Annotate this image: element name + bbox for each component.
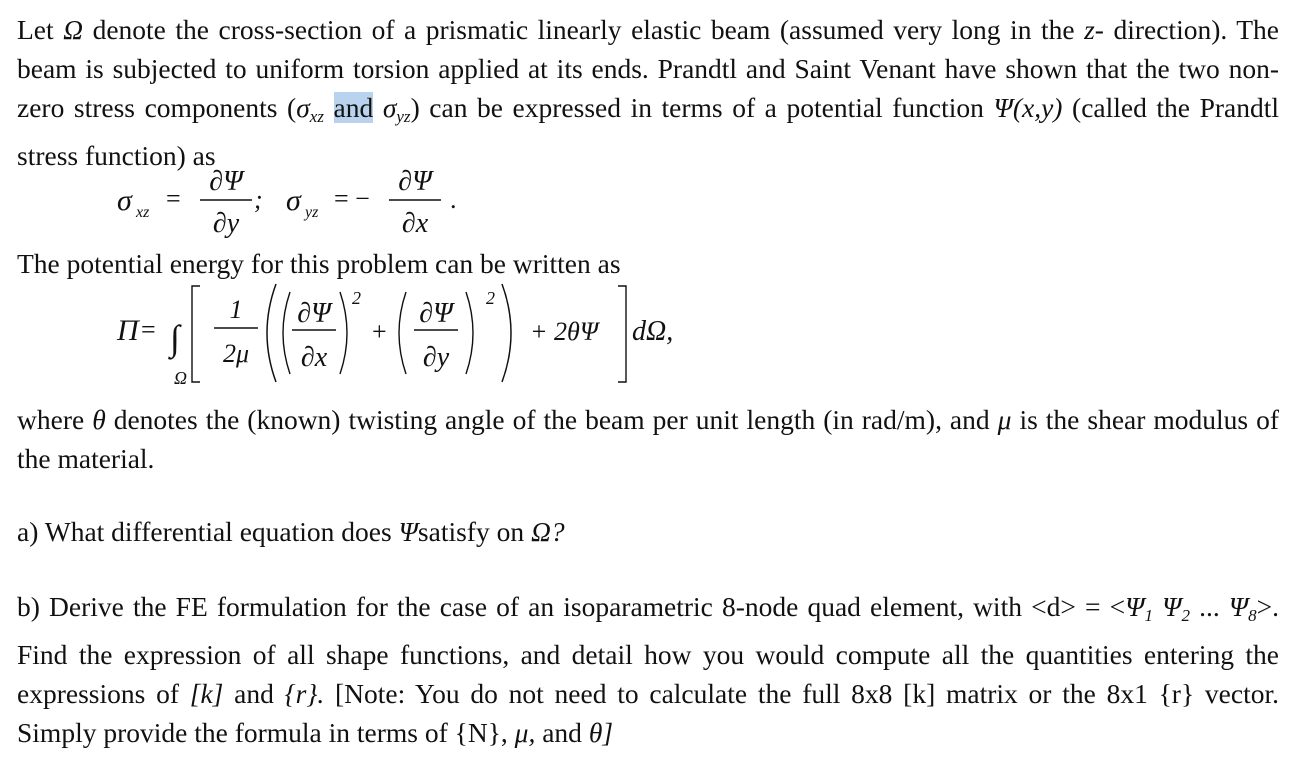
svg-text:∂y: ∂y — [212, 208, 240, 239]
svg-text:;: ; — [254, 185, 263, 214]
svg-text:dΩ,: dΩ, — [632, 316, 674, 347]
svg-text:σ: σ — [286, 184, 301, 217]
svg-text:= −: = − — [334, 184, 370, 213]
svg-text:∂y: ∂y — [422, 342, 450, 373]
svg-text:2μ: 2μ — [222, 339, 250, 368]
definitions-paragraph: where θ denotes the (known) twisting angle of the beam per unit length (in rad/m), and μ is the shear modulus of the material. — [17, 404, 1280, 474]
svg-text:xz: xz — [136, 204, 150, 221]
stress-equation — [0, 162, 1314, 242]
svg-text:∂x: ∂x — [401, 208, 429, 239]
intro-paragraph: Let Ω denote the cross-section of a prismatic linearly elastic beam (assumed very long in the z- direction). The beam is subjected to uniform torsion applied at its ends. Prandtl and Saint Venant have shown that the two non-zero stress components ($\sigma_{xz}$ and $\sigma_{yz}$) can be expressed in terms of a potential function Ψ(x,y) (called the Prandtl stress function) as — [17, 14, 1280, 171]
question-b: b) Derive the FE formulation for the case of an isoparametric 8-node quad element, with $<d> = <\Psi_1$ $\Psi_2$ ... $\Psi_8>$. Find the expression of all shape functions, and detail how you would compute all the quantities entering the expressions of [k] and {r}. [Note: You do not need to calculate the full 8x8 [k] matrix or the 8x1 {r} vector. Simply provide the formula in terms of {N}, μ, and θ] — [17, 591, 1280, 748]
svg-text:2: 2 — [486, 288, 495, 308]
svg-text:σ: σ — [117, 184, 132, 217]
svg-text:Ω: Ω — [174, 368, 188, 388]
question-a: a) What differential equation does Ψsatisfy on Ω? — [17, 516, 565, 547]
highlighted-text: and — [333, 92, 374, 123]
svg-text:∂Ψ: ∂Ψ — [419, 298, 453, 329]
energy-intro: The potential energy for this problem can be written as — [17, 248, 621, 279]
svg-text:1: 1 — [229, 295, 243, 324]
svg-text:∂Ψ: ∂Ψ — [209, 166, 243, 197]
svg-text:=: = — [166, 184, 181, 213]
svg-text:∂x: ∂x — [300, 342, 328, 373]
potential-energy-equation — [0, 278, 1314, 388]
svg-text:Π: Π — [117, 314, 139, 347]
svg-text:+ 2θΨ: + 2θΨ — [530, 317, 599, 346]
svg-text:yz: yz — [305, 204, 319, 221]
svg-text:=: = — [141, 315, 156, 344]
svg-text:2: 2 — [352, 288, 361, 308]
svg-text:+: + — [372, 317, 387, 346]
svg-text:∫: ∫ — [170, 318, 180, 358]
svg-text:∂Ψ: ∂Ψ — [398, 166, 432, 197]
svg-text:.: . — [450, 185, 457, 214]
svg-text:∂Ψ: ∂Ψ — [297, 298, 331, 329]
